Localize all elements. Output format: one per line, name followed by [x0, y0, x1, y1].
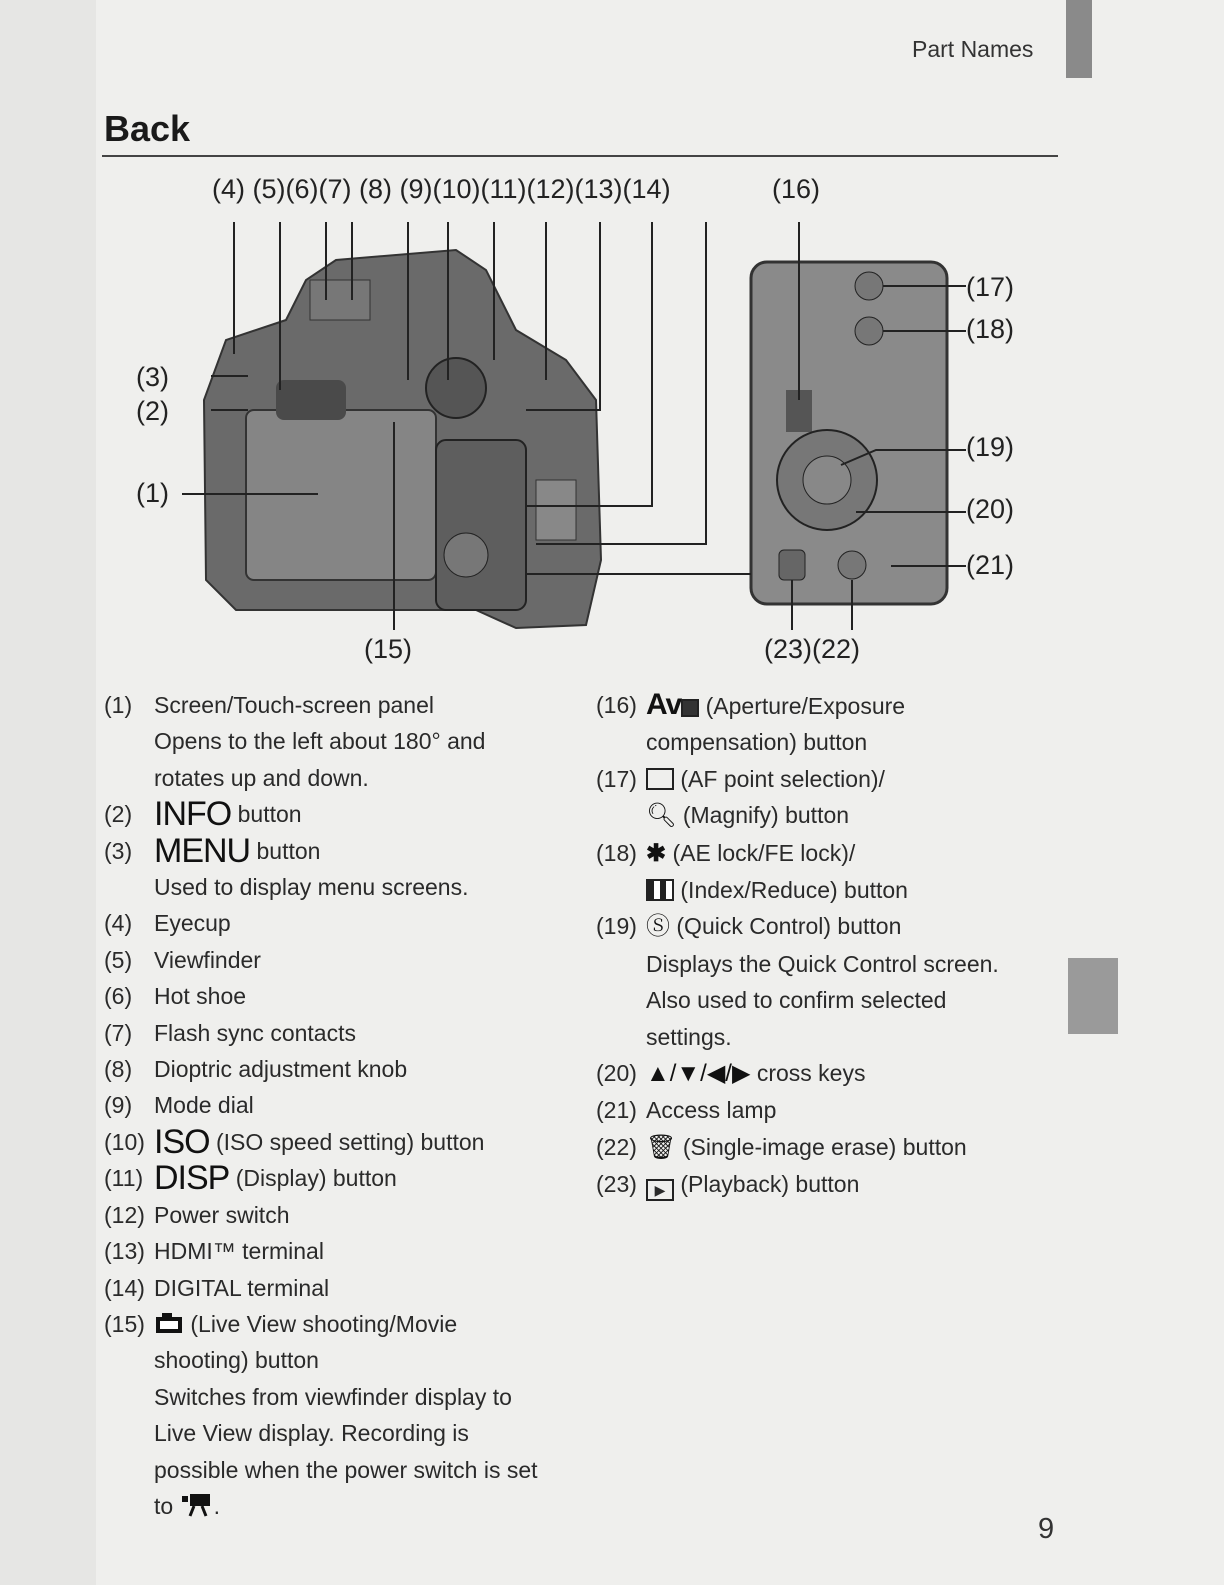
figure-callout-16: (16): [772, 174, 821, 204]
figure-callout-23-22: (23)(22): [764, 634, 861, 664]
item-text: (Playback) button: [680, 1171, 860, 1198]
item-text: (AF point selection)/: [680, 765, 885, 792]
list-item: [596, 1129, 1036, 1166]
section-header: Part Names: [912, 36, 1034, 62]
item-number: (12): [104, 1201, 145, 1228]
list-item: Switches from viewfinder display to Live View display. Recording is possible when the power switch is set to .: [104, 1379, 544, 1525]
list-item: [104, 796, 544, 832]
list-item: [596, 1092, 1036, 1128]
iso-icon: ISO: [154, 1122, 210, 1161]
list-item: [104, 942, 544, 978]
figure-callout-15: (15): [364, 634, 413, 664]
item-number: (3): [104, 837, 133, 864]
list-item: [596, 872, 1036, 908]
item-number: (9): [104, 1092, 133, 1119]
figure-callout-21: (21): [966, 550, 1015, 580]
list-item: [596, 1055, 1036, 1092]
item-text: Mode dial: [154, 1092, 254, 1119]
item-number: (14): [104, 1274, 145, 1301]
item-number: [104, 723, 154, 796]
af-point-icon: [646, 768, 674, 790]
item-text: Switches from viewfinder display to Live View display. Recording is possible when the power switch is set to: [154, 1383, 538, 1519]
item-text: Displays the Quick Control screen. Also used to confirm selected settings.: [646, 950, 999, 1050]
list-item: [104, 833, 544, 869]
item-text: (Index/Reduce) button: [680, 877, 908, 904]
item-text: Power switch: [154, 1201, 290, 1228]
list-item: [596, 761, 1036, 797]
figure-callout-1: (1): [136, 478, 169, 508]
item-number: (11): [104, 1165, 144, 1192]
figure-callout-17: (17): [966, 272, 1015, 302]
camera-back-illustration: [96, 200, 976, 640]
item-text: (Display) button: [235, 1165, 397, 1192]
item-number: (20): [596, 1060, 637, 1087]
item-number: (6): [104, 983, 133, 1010]
item-number: [104, 1379, 154, 1525]
page-title: Back: [104, 108, 191, 149]
item-text: Screen/Touch-screen panel: [154, 692, 434, 718]
info-icon: INFO: [154, 795, 232, 834]
title-rule: [102, 155, 1058, 157]
page-gutter: [0, 0, 96, 1585]
item-number: (8): [104, 1056, 133, 1083]
index-icon: [646, 879, 674, 901]
item-text: Access lamp: [646, 1097, 777, 1124]
figure-callout-20: (20): [966, 494, 1015, 524]
item-text: Hot shoe: [154, 983, 247, 1010]
list-item: [104, 1160, 544, 1196]
list-item: [104, 1270, 544, 1306]
exposure-comp-icon: [681, 699, 699, 717]
list-item: [104, 1197, 544, 1233]
list-item: [104, 869, 544, 905]
av-icon: Av: [646, 688, 682, 721]
item-text: DIGITAL terminal: [154, 1274, 330, 1301]
item-number: [596, 797, 646, 834]
item-number: (10): [104, 1128, 145, 1155]
list-item: [104, 978, 544, 1014]
list-item: [104, 1051, 544, 1087]
item-text: Dioptric adjustment knob: [154, 1056, 408, 1083]
item-text: (Magnify) button: [682, 802, 850, 829]
figure-callout-19: (19): [966, 432, 1015, 462]
figure-callout-18: (18): [966, 314, 1015, 344]
item-number: (2): [104, 801, 133, 828]
page-number: 9: [1038, 1513, 1055, 1545]
item-text: button: [237, 801, 302, 828]
figure-callout-2: (2): [136, 396, 169, 426]
chapter-tab-top: [1066, 0, 1092, 78]
list-item: [104, 1233, 544, 1269]
quick-control-icon: Ⓢ: [646, 913, 670, 941]
list-item: [596, 687, 1036, 761]
item-number: (18): [596, 839, 637, 866]
chapter-tab-marker: [1068, 958, 1118, 1034]
list-item: [104, 1087, 544, 1123]
list-item: [104, 1306, 544, 1379]
item-text: HDMI™ terminal: [154, 1238, 324, 1265]
list-item: [104, 723, 544, 796]
camera-icon: [154, 1311, 184, 1335]
item-text: Used to display menu screens.: [154, 874, 469, 901]
list-item: [104, 1124, 544, 1160]
list-item: [104, 687, 544, 723]
item-number: (23): [596, 1171, 637, 1198]
movie-icon: [180, 1492, 214, 1518]
item-text: Viewfinder: [154, 946, 261, 973]
item-number: (4): [104, 910, 133, 937]
list-item: [596, 797, 1036, 834]
item-number: (21): [596, 1097, 637, 1124]
item-number: (17): [596, 765, 637, 792]
item-number: (1): [104, 692, 133, 718]
item-text: Opens to the left about 180° and rotates up and down.: [154, 728, 486, 791]
ae-lock-icon: ✱: [646, 839, 667, 867]
item-number: (7): [104, 1019, 133, 1046]
item-number: [104, 869, 154, 905]
item-text: Eyecup: [154, 910, 231, 937]
item-number: (15): [104, 1310, 145, 1337]
item-text: (Single-image erase) button: [682, 1133, 967, 1160]
list-item: [596, 908, 1036, 945]
item-text: (ISO speed setting) button: [215, 1128, 485, 1155]
item-text: (Aperture/Exposure compensation) button: [646, 693, 906, 756]
list-item: [596, 1166, 1036, 1202]
item-text: (AE lock/FE lock)/: [672, 839, 856, 866]
left-item-list: [104, 687, 544, 1524]
disp-icon: DISP: [154, 1159, 230, 1198]
list-item: [104, 1015, 544, 1051]
magnify-icon: 🔍︎: [646, 802, 677, 830]
item-text: Flash sync contacts: [154, 1019, 356, 1046]
item-text: (Quick Control) button: [676, 913, 902, 940]
menu-icon: MENU: [154, 831, 251, 870]
item-number: [596, 946, 646, 1055]
figure-callout-3: (3): [136, 362, 169, 392]
cross-keys-icon: ▲/▼/◀/▶: [646, 1060, 751, 1088]
item-number: (16): [596, 692, 637, 718]
playback-icon: ▶: [646, 1179, 674, 1201]
item-text: (Live View shooting/Movie shooting) button: [154, 1310, 458, 1374]
item-number: (19): [596, 913, 637, 940]
item-text: button: [256, 837, 321, 864]
list-item: [596, 946, 1036, 1055]
item-number: [596, 872, 646, 908]
figure-top-callouts: (4) (5)(6)(7) (8) (9)(10)(11)(12)(13)(14): [212, 174, 671, 204]
item-text: cross keys: [756, 1060, 866, 1087]
right-item-list: [596, 687, 1036, 1203]
trash-icon: 🗑︎: [646, 1133, 677, 1161]
item-number: (5): [104, 946, 133, 973]
item-number: (13): [104, 1238, 145, 1265]
list-item: [104, 905, 544, 941]
list-item: [596, 835, 1036, 872]
item-number: (22): [596, 1133, 637, 1160]
